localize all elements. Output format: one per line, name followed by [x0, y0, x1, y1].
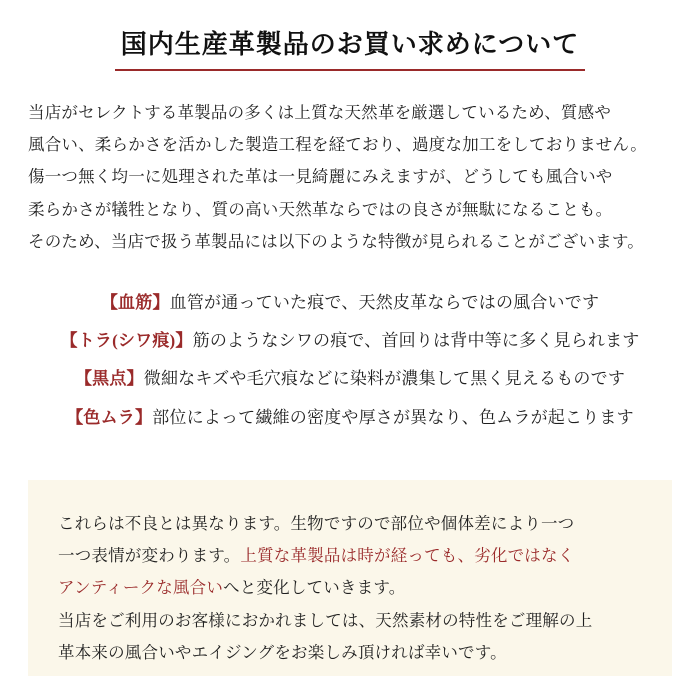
- note-box: [28, 480, 672, 676]
- page-title: 国内生産革製品のお買い求めについて: [115, 24, 585, 71]
- note-line: [58, 540, 642, 572]
- note-highlight: 上質な革製品は時が経っても、: [240, 546, 475, 566]
- list-item: [0, 322, 700, 360]
- note-text: これらは不良とは異なります。生物ですので部位や個体差により一つ: [58, 514, 575, 533]
- note-highlight: アンティークな風合い: [58, 578, 224, 598]
- note-text: へと変化していきます。: [223, 578, 406, 598]
- list-item: [0, 284, 700, 322]
- intro-line: 風合い、柔らかさを活かした製造工程を経ており、過度な加工をしておりません。: [28, 135, 647, 155]
- note-line: [58, 572, 642, 604]
- note-line: [58, 508, 642, 540]
- feature-list: [0, 284, 700, 437]
- note-line: 革本来の風合いやエイジングをお楽しみ頂ければ幸いです。: [58, 642, 507, 662]
- feature-tag: 【黒点】: [74, 369, 144, 389]
- feature-tag: 【トラ(シワ痕)】: [60, 331, 193, 351]
- feature-tag: 【血筋】: [100, 292, 170, 312]
- intro-line: そのため、当店で扱う革製品には以下のような特徴が見られることがございます。: [28, 231, 644, 251]
- note-text: 一つ表情が変わります。: [58, 546, 241, 566]
- title-section: [0, 0, 700, 71]
- intro-line: 傷一つ無く均一に処理された革は一見綺麗にみえますが、どうしても風合いや: [28, 167, 613, 187]
- feature-text: 筋のようなシワの痕で、首回りは背中等に多く見られます: [192, 331, 640, 351]
- feature-text: 血管が通っていた痕で、天然皮革ならではの風合いです: [169, 292, 600, 312]
- list-item: [0, 399, 700, 437]
- feature-text: 微細なキズや毛穴痕などに染料が濃集して黒く見えるものです: [143, 369, 626, 389]
- note-line: 当店をご利用のお客様におかれましては、天然素材の特性をご理解の上: [58, 610, 593, 630]
- intro-paragraph: [28, 97, 672, 258]
- list-item: [0, 360, 700, 398]
- feature-tag: 【色ムラ】: [66, 407, 153, 427]
- intro-line: 当店がセレクトする革製品の多くは上質な天然革を厳選しているため、質感や: [28, 103, 612, 122]
- note-highlight: 劣化ではなく: [474, 546, 575, 566]
- feature-text: 部位によって繊維の密度や厚さが異なり、色ムラが起こります: [152, 407, 634, 427]
- intro-line: 柔らかさが犠牲となり、質の高い天然革ならではの良さが無駄になることも。: [28, 199, 613, 219]
